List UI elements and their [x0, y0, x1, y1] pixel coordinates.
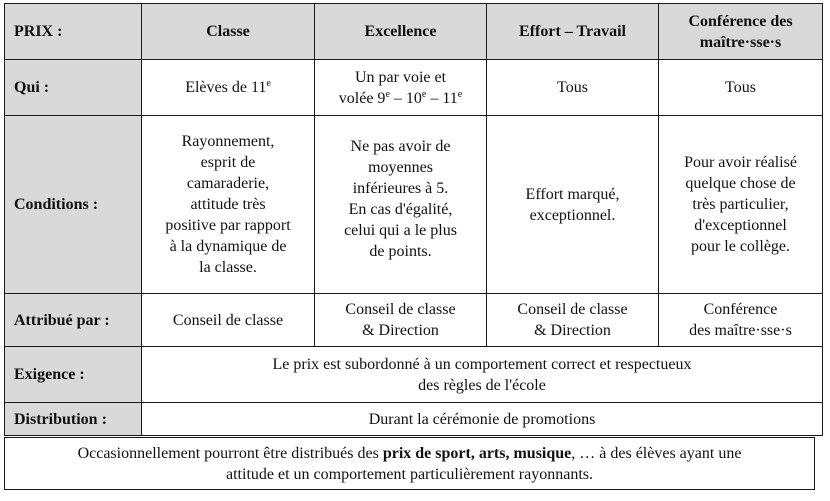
- cell-exigence-text: Le prix est subordonné à un comportement correct et respectueux des règles de l'école: [142, 347, 823, 403]
- cell-attribue-effort: Conseil de classe & Direction: [487, 294, 659, 347]
- cell-conditions-effort: Effort marqué, exceptionnel.: [487, 116, 659, 294]
- cell-qui-classe-text: Elèves de 11e: [185, 78, 271, 96]
- header-label: PRIX :: [5, 4, 142, 60]
- row-qui: [5, 60, 823, 116]
- header-effort-travail: Effort – Travail: [487, 4, 659, 60]
- header-conference: Conférence des maître·sse·s: [659, 4, 823, 60]
- header-row: [5, 4, 823, 60]
- header-excellence: Excellence: [315, 4, 487, 60]
- row-distribution: [5, 403, 823, 436]
- note-line-2: attitude et un comportement particulièrement rayonnants.: [226, 466, 593, 483]
- row-attribue: [5, 294, 823, 347]
- cell-qui-classe: [142, 60, 315, 116]
- row-exigence: [5, 347, 823, 403]
- row-label-attribue: Attribué par :: [5, 294, 142, 347]
- row-conditions: [5, 116, 823, 294]
- row-label-qui: Qui :: [5, 60, 142, 116]
- cell-distribution-text: Durant la cérémonie de promotions: [142, 403, 823, 436]
- row-label-exigence: Exigence :: [5, 347, 142, 403]
- note-box: [4, 437, 815, 490]
- note-line-1: Occasionnellement pourront être distribués des prix de sport, arts, musique, … à des élèves ayant une: [77, 445, 742, 462]
- cell-conditions-excellence: Ne pas avoir de moyennes inférieures à 5. En cas d'égalité, celui qui a le plus de points.: [315, 116, 487, 294]
- cell-conditions-conference: Pour avoir réalisé quelque chose de très particulier, d'exceptionnel pour le collège.: [659, 116, 823, 294]
- row-label-conditions: Conditions :: [5, 116, 142, 294]
- header-classe: Classe: [142, 4, 315, 60]
- cell-attribue-conference: Conférence des maître·sse·s: [659, 294, 823, 347]
- prize-table: [4, 3, 823, 436]
- cell-qui-conference: Tous: [659, 60, 823, 116]
- cell-attribue-classe: Conseil de classe: [142, 294, 315, 347]
- cell-qui-effort: Tous: [487, 60, 659, 116]
- cell-attribue-excellence: Conseil de classe & Direction: [315, 294, 487, 347]
- row-label-distribution: Distribution :: [5, 403, 142, 436]
- cell-conditions-classe: Rayonnement, esprit de camaraderie, attitude très positive par rapport à la dynamique de la classe.: [142, 116, 315, 294]
- cell-qui-excellence: Un par voie et volée 9e – 10e – 11e: [315, 60, 487, 116]
